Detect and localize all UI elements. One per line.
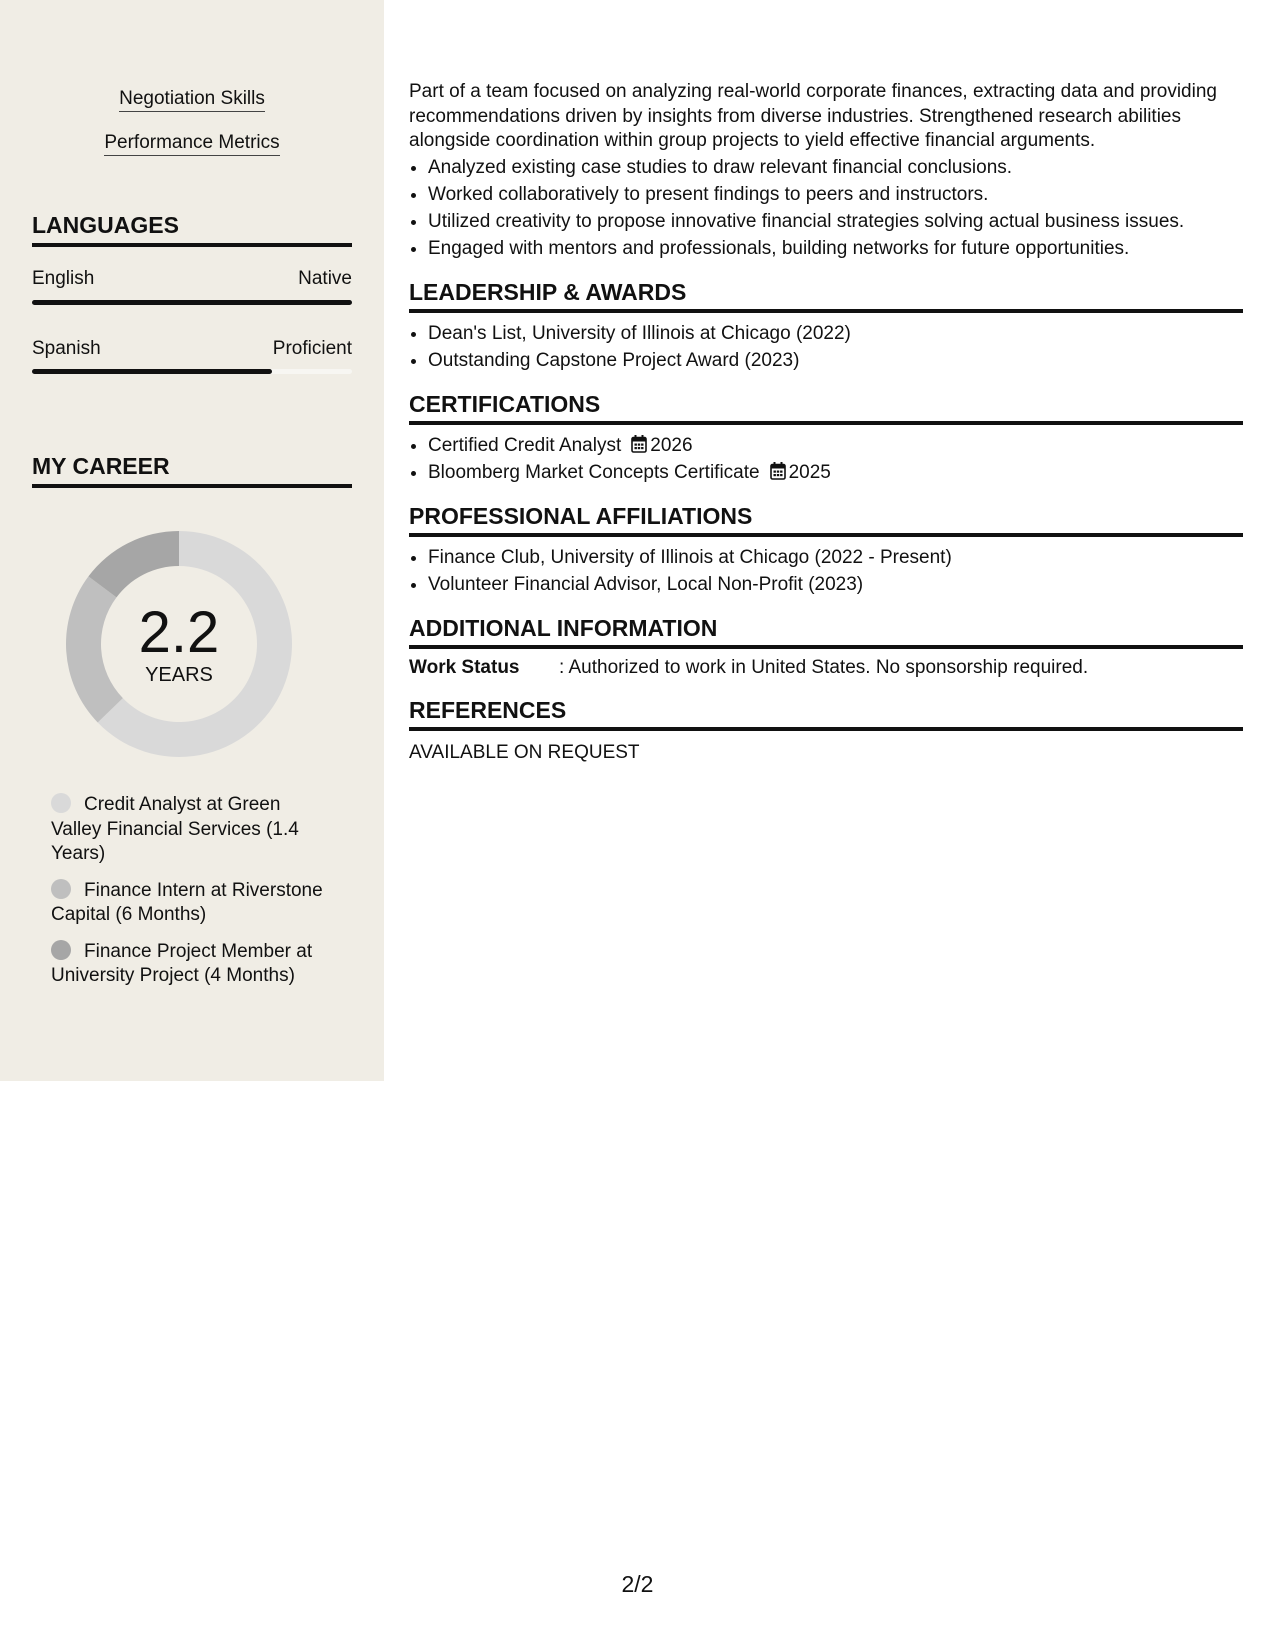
language-name: Spanish — [32, 338, 101, 359]
legend-dot — [51, 793, 71, 813]
work-status-value: : Authorized to work in United States. No sponsorship required. — [559, 656, 1089, 678]
page-number: 2/2 — [621, 1571, 654, 1597]
career-legend-item: Finance Project Member at University Project (4 Months) — [51, 940, 313, 986]
leadership-heading: LEADERSHIP & AWARDS — [409, 278, 1243, 313]
certification-item: • Certified Credit Analyst 2026 — [428, 432, 1243, 459]
career-heading: MY CAREER — [32, 452, 352, 488]
list-item: • Engaged with mentors and professionals, building networks for future opportunities. — [428, 235, 1243, 262]
language-bar-spanish — [32, 369, 352, 374]
certification-item: • Bloomberg Market Concepts Certificate 2025 — [428, 459, 1243, 486]
affiliations-list — [409, 544, 1243, 598]
references-heading: REFERENCES — [409, 696, 1243, 731]
leadership-list — [409, 320, 1243, 374]
work-status-row — [409, 656, 1243, 680]
legend-dot — [51, 940, 71, 960]
language-level: Native — [298, 268, 352, 289]
career-legend-item: Finance Intern at Riverstone Capital (6 Months) — [51, 879, 323, 925]
additional-info-heading: ADDITIONAL INFORMATION — [409, 614, 1243, 649]
list-item: • Analyzed existing case studies to draw relevant financial conclusions. — [428, 154, 1243, 181]
language-row-spanish — [32, 337, 352, 361]
sidebar — [0, 0, 384, 1081]
language-name: English — [32, 268, 95, 289]
language-bar-fill — [32, 300, 352, 305]
career-legend — [51, 793, 331, 1001]
language-bar-english — [32, 300, 352, 305]
career-total — [66, 600, 292, 687]
affiliations-heading: PROFESSIONAL AFFILIATIONS — [409, 502, 1243, 537]
certifications-heading: CERTIFICATIONS — [409, 390, 1243, 425]
list-item: • Outstanding Capstone Project Award (2023) — [428, 347, 1243, 374]
list-item: • Finance Club, University of Illinois at Chicago (2022 - Present) — [428, 544, 1243, 571]
work-status-label: Work Status — [409, 656, 520, 678]
list-item: • Volunteer Financial Advisor, Local Non-Profit (2023) — [428, 571, 1243, 598]
calendar-icon — [770, 462, 786, 480]
list-item: • Dean's List, University of Illinois at Chicago (2022) — [428, 320, 1243, 347]
career-total-value: 2.2 — [138, 600, 220, 665]
skill-tag: Performance Metrics — [0, 131, 384, 155]
calendar-icon — [631, 435, 647, 453]
references-text: AVAILABLE ON REQUEST — [409, 741, 640, 763]
career-donut-chart — [66, 531, 292, 757]
languages-heading: LANGUAGES — [32, 211, 352, 247]
list-item: • Worked collaboratively to present findings to peers and instructors. — [428, 181, 1243, 208]
certifications-list — [409, 432, 1243, 486]
career-total-unit: YEARS — [145, 664, 213, 686]
main-content — [409, 80, 1243, 765]
experience-summary: Part of a team focused on analyzing real-world corporate finances, extracting data and providing recommendations driven by insights from diverse industries. Strengthened research abilities alongside coordination within group projects to yield effective financial arguments. — [409, 81, 1217, 151]
skill-tag: Negotiation Skills — [0, 87, 384, 111]
language-bar-fill — [32, 369, 272, 374]
experience-bullets — [409, 154, 1243, 262]
language-row-english — [32, 267, 352, 291]
language-level: Proficient — [272, 338, 352, 359]
career-legend-item: Credit Analyst at Green Valley Financial Services (1.4 Years) — [51, 794, 299, 864]
list-item: • Utilized creativity to propose innovative financial strategies solving actual business issues. — [428, 208, 1243, 235]
legend-dot — [51, 879, 71, 899]
